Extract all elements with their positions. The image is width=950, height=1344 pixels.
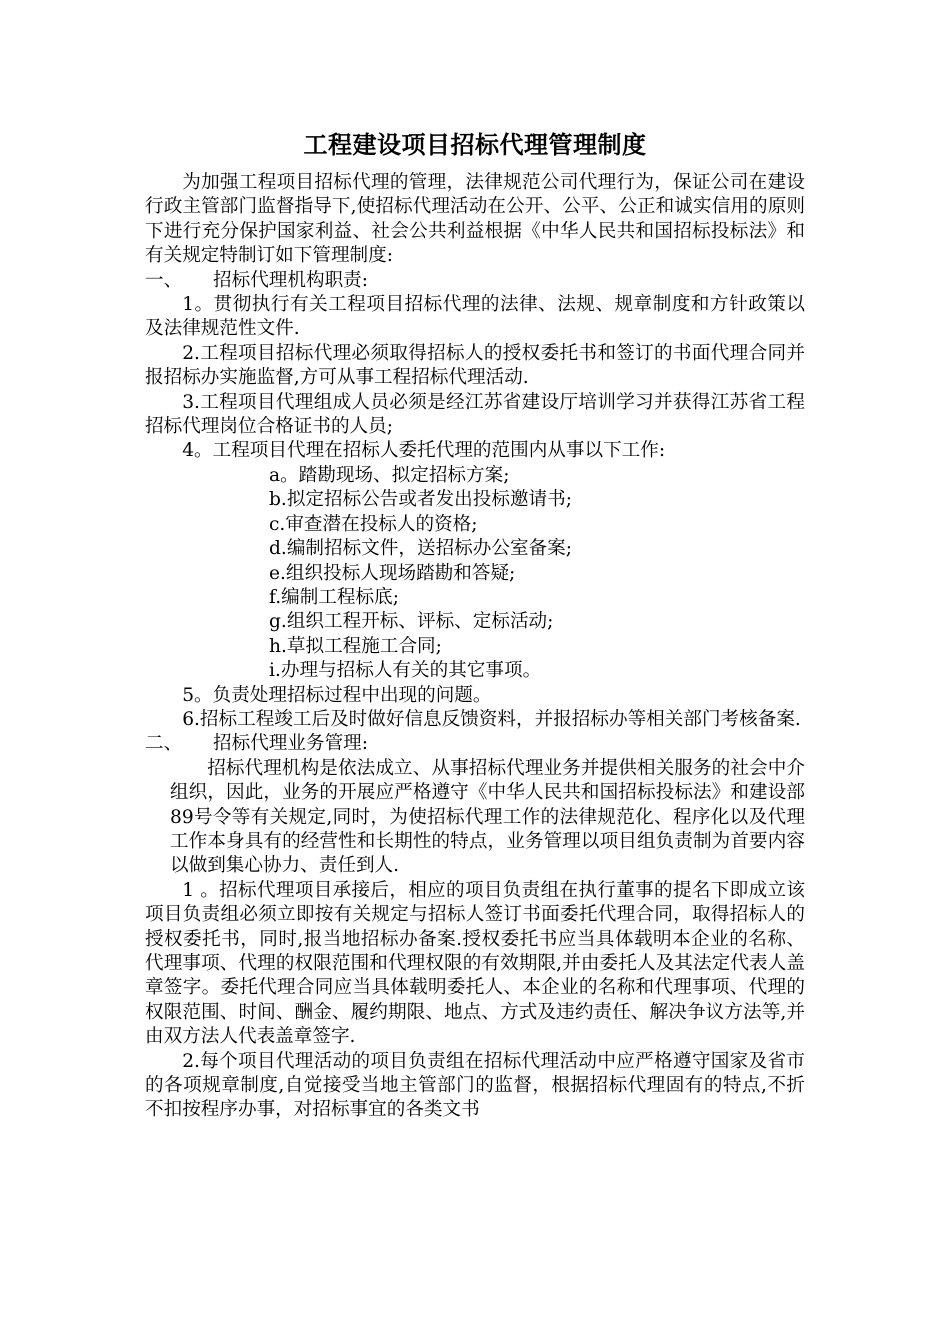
list-item: e.组织投标人现场踏勘和答疑; bbox=[269, 562, 516, 584]
section2-paragraph-1: 1 。招标代理项目承接后，相应的项目负责组在执行董事的提名下即成立该项目负责组必须立即按有关规定与招标人签订书面委托代理合同，取得招标人的授权委托书，同时,报当地招标办备案.授权委托书应当具体载明本企业的名称、代理事项、代理的权限范围和代理权限的有效期限,并由委托人及其法定代表人盖章签字。委托代理合同应当具体载明委托人、本企业的名称和代理事项、代理的权限范围、时间、酬金、履约期限、地点、方式及违约责任、解决争议方法等,并由双方法人代表盖章签字. bbox=[145, 879, 805, 1048]
section2-heading-text: 招标代理业务管理: bbox=[213, 733, 369, 755]
section1-number: 一、 bbox=[145, 269, 183, 291]
list-item: a。踏勘现场、拟定招标方案; bbox=[269, 464, 510, 486]
list-item: f.编制工程标底; bbox=[269, 586, 399, 608]
section2-number: 二、 bbox=[145, 733, 183, 755]
list-item: c.审查潜在投标人的资格; bbox=[269, 513, 478, 535]
intro-paragraph: 为加强工程项目招标代理的管理，法律规范公司代理行为，保证公司在建设行政主管部门监督指导下,使招标代理活动在公开、公平、公正和诚实信用的原则下进行充分保护国家利益、社会公共利益根据《中华人民共和国招标投标法》和有关规定特制订如下管理制度: bbox=[145, 172, 805, 267]
section1-paragraph-1: 1。贯彻执行有关工程项目招标代理的法律、法规、规章制度和方针政策以及法律规范性文件. bbox=[145, 294, 805, 340]
list-item: g.组织工程开标、评标、定标活动; bbox=[269, 611, 554, 633]
list-item: h.草拟工程施工合同; bbox=[269, 635, 442, 657]
section2-heading bbox=[145, 732, 805, 756]
list-item: i.办理与招标人有关的其它事项。 bbox=[269, 660, 542, 682]
list-item: d.编制招标文件，送招标办公室备案; bbox=[269, 538, 572, 560]
section1-paragraph-4: 4。工程项目代理在招标人委托代理的范围内从事以下工作: bbox=[182, 440, 666, 462]
list-item: b.拟定招标公告或者发出投标邀请书; bbox=[269, 489, 572, 511]
section1-paragraph-5: 5。负责处理招标过程中出现的问题。 bbox=[182, 684, 492, 706]
section1-paragraph-2: 2.工程项目招标代理必须取得招标人的授权委托书和签订的书面代理合同并报招标办实施监督,方可从事工程招标代理活动. bbox=[145, 342, 805, 389]
section1-heading-text: 招标代理机构职责: bbox=[213, 269, 369, 291]
section2-paragraph-2: 2.每个项目代理活动的项目负责组在招标代理活动中应严格遵守国家及省市的各项规章制度,自觉接受当地主管部门的监督，根据招标代理固有的特点,不折不扣按程序办事，对招标事宜的各类文书 bbox=[145, 1050, 805, 1121]
section2-intro-paragraph: 招标代理机构是依法成立、从事招标代理业务并提供相关服务的社会中介组织，因此，业务的开展应严格遵守《中华人民共和国招标投标法》和建设部89号令等有关规定,同时，为使招标代理工作的法律规范化、程序化以及代理工作本身具有的经营性和长期性的特点，业务管理以项目组负责制为首要内容以做到集心协力、责任到人. bbox=[170, 757, 805, 877]
document-title: 工程建设项目招标代理管理制度 bbox=[303, 131, 647, 159]
document-body bbox=[145, 171, 805, 1123]
section1-paragraph-3: 3.工程项目代理组成人员必须是经江苏省建设厅培训学习并获得江苏省工程招标代理岗位合格证书的人员; bbox=[145, 391, 805, 438]
section1-paragraph-6: 6.招标工程竣工后及时做好信息反馈资料，并报招标办等相关部门考核备案. bbox=[182, 708, 801, 730]
section1-heading bbox=[145, 269, 805, 293]
document-page bbox=[145, 130, 805, 1123]
